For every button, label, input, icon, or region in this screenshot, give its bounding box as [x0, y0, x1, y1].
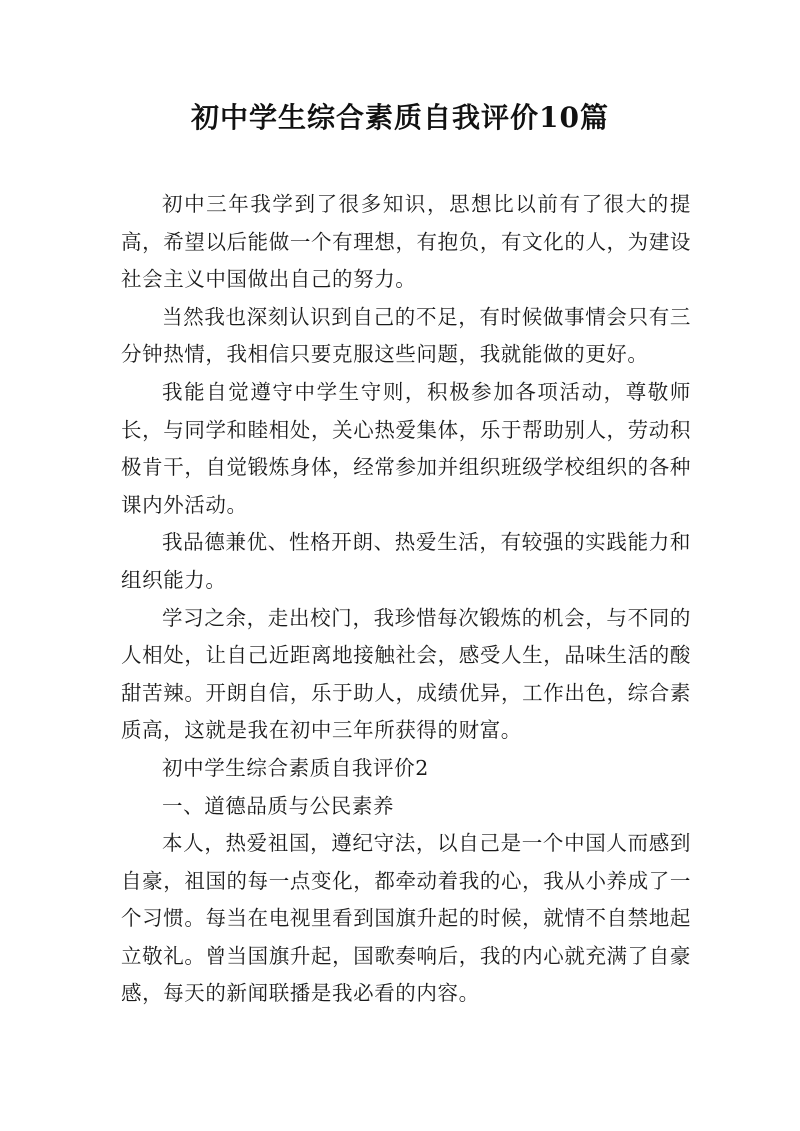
subsection-heading: 一、道德品质与公民素养: [162, 793, 395, 818]
paragraph: 本人，热爱祖国，遵纪守法，以自己是一个中国人而感到自豪，祖国的每一点变化，都牵动着我的心，我从小养成了一个习惯。每当在电视里看到国旗升起的时候，就情不自禁地起立敬礼。曾当国旗升起，国歌奏响后，我的内心就充满了自豪感，每天的新闻联播是我必看的内容。: [121, 831, 691, 1006]
document-title: 初中学生综合素质自我评价10篇: [191, 101, 609, 134]
paragraph: 初中三年我学到了很多知识，思想比以前有了很大的提高，希望以后能做一个有理想，有抱负，有文化的人，为建设社会主义中国做出自己的努力。: [121, 192, 691, 292]
paragraph: 我能自觉遵守中学生守则，积极参加各项活动，尊敬师长，与同学和睦相处，关心热爱集体，乐于帮助别人，劳动积极肯干，自觉锻炼身体，经常参加并组织班级学校组织的各种课内外活动。: [121, 379, 691, 517]
document-body: [121, 186, 691, 1013]
paragraph: 当然我也深刻认识到自己的不足，有时候做事情会只有三分钟热情，我相信只要克服这些问题，我就能做的更好。: [121, 304, 691, 367]
paragraph: 我品德兼优、性格开朗、热爱生活，有较强的实践能力和组织能力。: [121, 530, 691, 592]
paragraph: 学习之余，走出校门，我珍惜每次锻炼的机会，与不同的人相处，让自己近距离地接触社会，感受人生，品味生活的酸甜苦辣。开朗自信，乐于助人，成绩优异，工作出色，综合素质高，这就是我在初中三年所获得的财富。: [121, 605, 691, 743]
section-heading: 初中学生综合素质自我评价2: [162, 755, 429, 780]
